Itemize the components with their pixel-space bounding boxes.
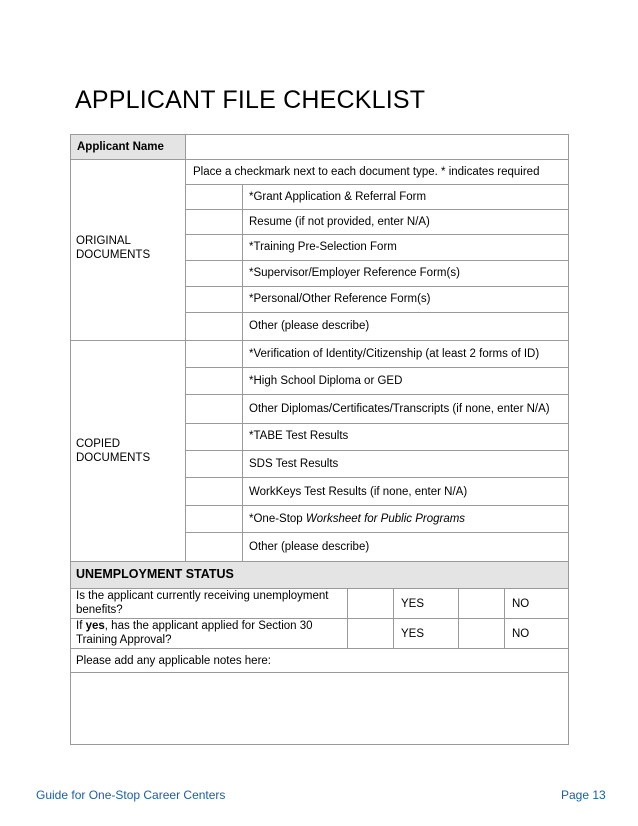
- checkbox-other-diplomas[interactable]: [186, 395, 241, 423]
- original-item-grant-application: *Grant Application & Referral Form: [249, 191, 427, 203]
- q2-yes-label: YES: [401, 628, 425, 640]
- copied-item-workkeys: WorkKeys Test Results (if none, enter N/A): [249, 486, 468, 498]
- checkbox-supervisor-reference[interactable]: [186, 261, 241, 286]
- page-title: APPLICANT FILE CHECKLIST: [75, 86, 426, 114]
- copied-item-tabe: *TABE Test Results: [249, 430, 349, 442]
- footer-guide-title: Guide for One-Stop Career Centers: [36, 788, 226, 802]
- copied-item-verification-identity: *Verification of Identity/Citizenship (at least 2 forms of ID): [249, 348, 540, 360]
- question-section-30: If yes, has the applicant applied for Section 30 Training Approval?: [76, 620, 313, 646]
- checkbox-grant-application[interactable]: [186, 185, 241, 209]
- checkbox-resume[interactable]: [186, 210, 241, 234]
- original-item-resume: Resume (if not provided, enter N/A): [249, 216, 430, 228]
- original-item-training-preselection: *Training Pre-Selection Form: [249, 241, 397, 253]
- q2-yes-checkbox[interactable]: [348, 619, 392, 648]
- question-receiving-benefits: Is the applicant currently receiving unemployment benefits?: [76, 590, 329, 616]
- checkbox-workkeys[interactable]: [186, 478, 241, 505]
- copied-item-other-diplomas: Other Diplomas/Certificates/Transcripts (if none, enter N/A): [249, 403, 550, 415]
- q1-no-label: NO: [512, 598, 530, 610]
- applicant-name-label: Applicant Name: [77, 141, 164, 153]
- checkbox-original-other[interactable]: [186, 313, 241, 340]
- checkbox-sds[interactable]: [186, 451, 241, 477]
- q1-yes-label: YES: [401, 598, 425, 610]
- footer-page-number: Page 13: [561, 788, 606, 802]
- notes-label: Please add any applicable notes here:: [76, 655, 272, 667]
- checkbox-tabe[interactable]: [186, 424, 241, 450]
- original-item-personal-reference: *Personal/Other Reference Form(s): [249, 293, 431, 305]
- copied-item-high-school: *High School Diploma or GED: [249, 375, 403, 387]
- copied-item-sds: SDS Test Results: [249, 458, 339, 470]
- checkbox-high-school[interactable]: [186, 368, 241, 394]
- copied-item-other: Other (please describe): [249, 541, 370, 553]
- q2-no-label: NO: [512, 628, 530, 640]
- applicant-name-field[interactable]: [186, 135, 568, 159]
- q1-yes-checkbox[interactable]: [348, 589, 392, 618]
- original-documents-label: ORIGINAL DOCUMENTS: [76, 235, 151, 261]
- checkbox-personal-reference[interactable]: [186, 287, 241, 312]
- checkbox-verification-identity[interactable]: [186, 341, 241, 367]
- copied-documents-label: COPIED DOCUMENTS: [76, 438, 151, 464]
- instruction-text: Place a checkmark next to each document type. * indicates required: [193, 166, 540, 178]
- copied-item-onestop-worksheet: *One-Stop Worksheet for Public Programs: [249, 513, 466, 525]
- q2-no-checkbox[interactable]: [459, 619, 503, 648]
- q1-no-checkbox[interactable]: [459, 589, 503, 618]
- original-item-other: Other (please describe): [249, 320, 370, 332]
- checkbox-training-preselection[interactable]: [186, 235, 241, 260]
- original-item-supervisor-reference: *Supervisor/Employer Reference Form(s): [249, 267, 460, 279]
- checkbox-onestop-worksheet[interactable]: [186, 506, 241, 532]
- unemployment-status-header: UNEMPLOYMENT STATUS: [76, 567, 234, 581]
- checkbox-copied-other[interactable]: [186, 533, 241, 561]
- notes-field[interactable]: [71, 673, 567, 743]
